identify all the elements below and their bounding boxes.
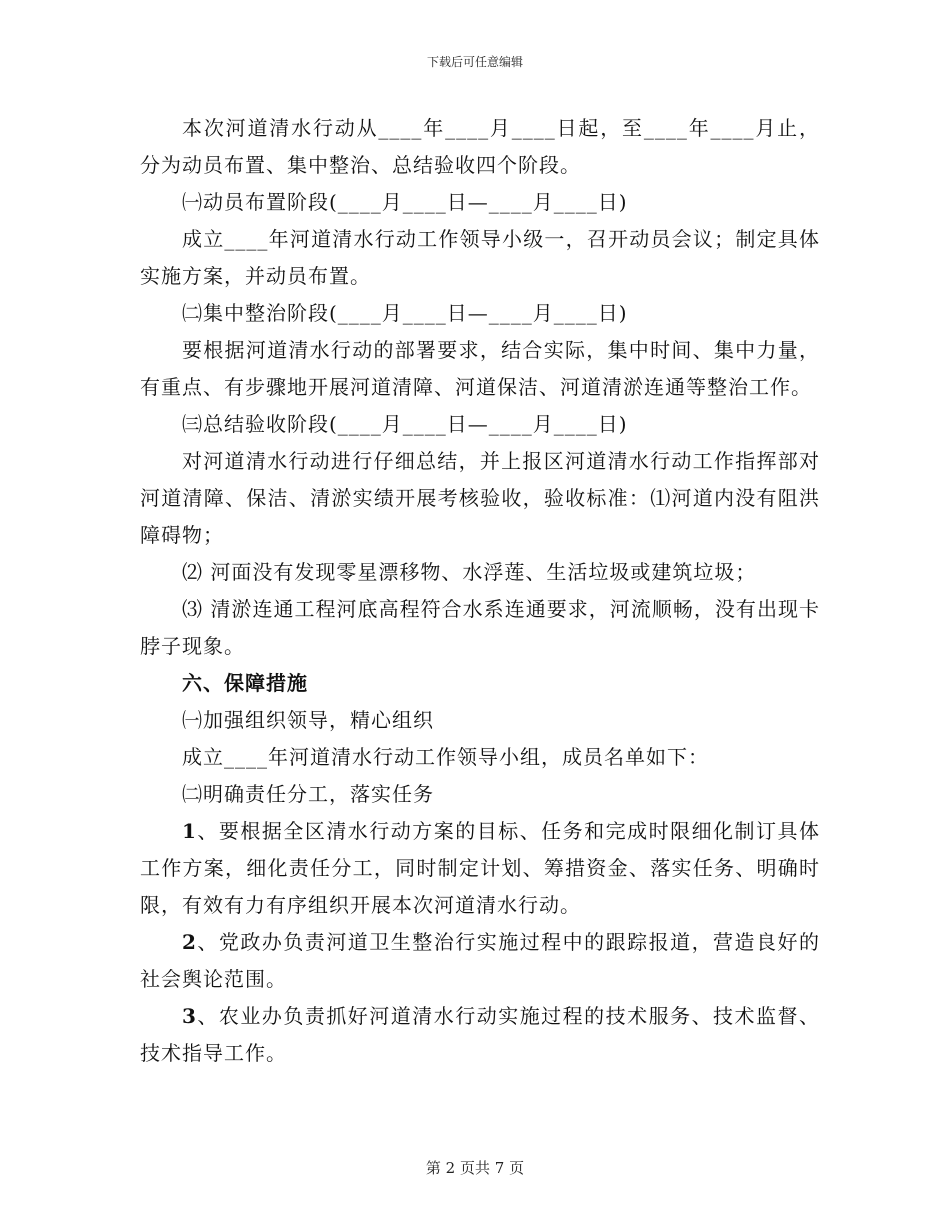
paragraph-stage-2-heading xyxy=(140,295,820,332)
paragraph-stage-3-heading xyxy=(140,406,820,443)
paragraph-text: 、要根据全区清水行动方案的目标、任务和完成时限细化制订具体工作方案，细化责任分工，同时制定计划、筹措资金、落实任务、明确时限，有效有力有序组织开展本次河道清水行动。 xyxy=(140,819,820,917)
paragraph-text: 对河道清水行动进行仔细总结，并上报区河道清水行动工作指挥部对河道清障、保洁、清淤实绩开展考核验收，验收标准：⑴河道内没有阻洪障碍物； xyxy=(140,449,820,547)
paragraph-item-2 xyxy=(140,924,820,998)
paragraph-stage-1-body xyxy=(140,221,820,295)
paragraph-item-1 xyxy=(140,813,820,924)
paragraph-text: 、农业办负责抓好河道清水行动实施过程的技术服务、技术监督、技术指导工作。 xyxy=(140,1004,820,1065)
section-title: 六、保障措施 xyxy=(182,671,308,695)
page-footer: 第 2 页共 7 页 xyxy=(425,1159,525,1177)
document-body xyxy=(140,110,820,1072)
paragraph-measure-1-body xyxy=(140,739,820,776)
paragraph-measure-1-heading xyxy=(140,702,820,739)
paragraph-text: 本次河道清水行动从____年____月____日起，至____年____月止，分为动员布置、集中整治、总结验收四个阶段。 xyxy=(140,116,820,177)
paragraph-text: 要根据河道清水行动的部署要求，结合实际，集中时间、集中力量，有重点、有步骤地开展河道清障、河道保洁、河道清淤连通等整治工作。 xyxy=(140,338,820,399)
paragraph-criterion-3 xyxy=(140,591,820,665)
paragraph-stage-3-body xyxy=(140,443,820,554)
paragraph-measure-2-heading xyxy=(140,776,820,813)
paragraph-text: ⑶ 清淤连通工程河底高程符合水系连通要求，河流顺畅，没有出现卡脖子现象。 xyxy=(140,597,820,658)
paragraph-text: ㈢总结验收阶段(____月____日—____月____日) xyxy=(182,412,628,436)
paragraph-criterion-2 xyxy=(140,554,820,591)
paragraph-text: ㈠动员布置阶段(____月____日—____月____日) xyxy=(182,190,628,214)
paragraph-stage-2-body xyxy=(140,332,820,406)
paragraph-text: ㈡集中整治阶段(____月____日—____月____日) xyxy=(182,301,628,325)
paragraph-stage-1-heading xyxy=(140,184,820,221)
item-number: 2 xyxy=(182,930,197,954)
paragraph-text: ⑵ 河面没有发现零星漂移物、水浮莲、生活垃圾或建筑垃圾； xyxy=(182,560,757,584)
page-header: 下载后可任意编辑 xyxy=(426,55,523,69)
paragraph-text: 成立____年河道清水行动工作领导小组，成员名单如下： xyxy=(182,745,709,769)
item-number: 3 xyxy=(182,1004,197,1028)
paragraph-item-3 xyxy=(140,998,820,1072)
paragraph-text: ㈡明确责任分工，落实任务 xyxy=(182,782,434,806)
paragraph-text: 、党政办负责河道卫生整治行实施过程中的跟踪报道，营造良好的社会舆论范围。 xyxy=(140,930,820,991)
item-number: 1 xyxy=(182,819,197,843)
paragraph-text: ㈠加强组织领导，精心组织 xyxy=(182,708,434,732)
paragraph-text: 成立____年河道清水行动工作领导小级一，召开动员会议；制定具体实施方案，并动员布置。 xyxy=(140,227,820,288)
paragraph-schedule xyxy=(140,110,820,184)
